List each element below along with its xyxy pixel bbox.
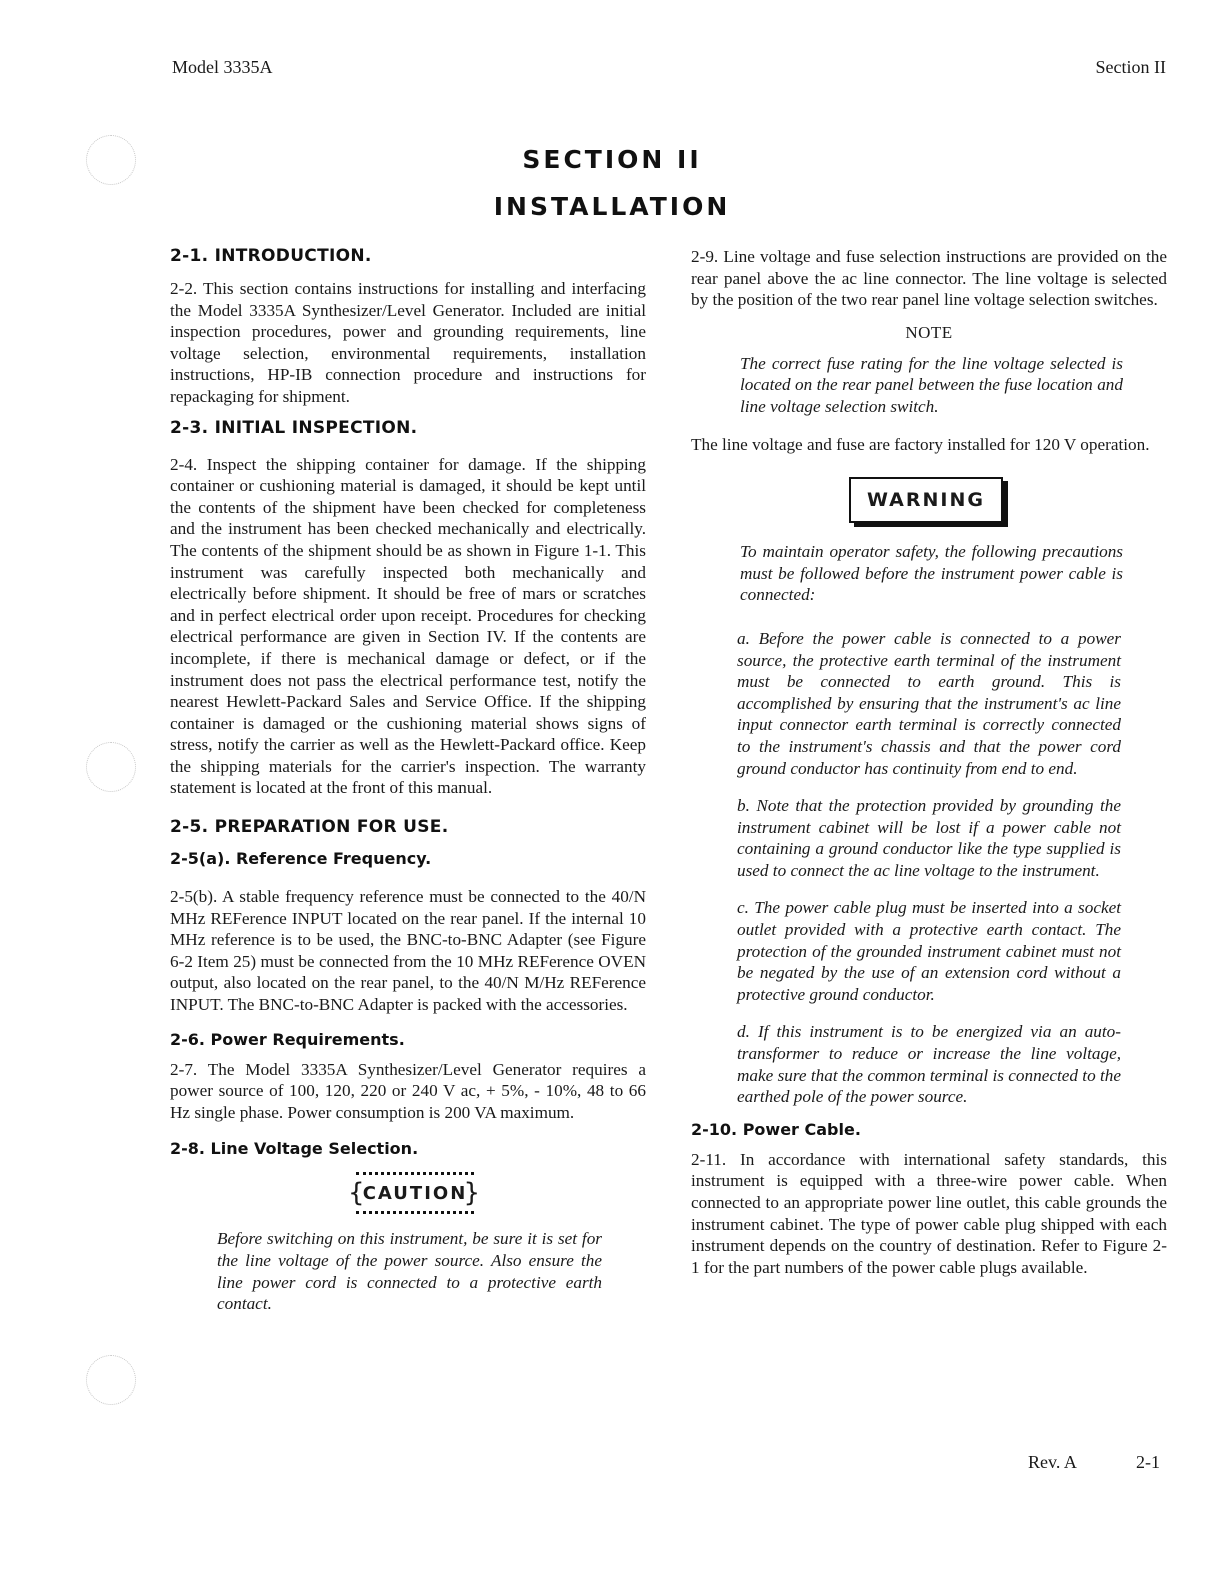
note-text: The correct fuse rating for the line voltage selected is located on the rear panel between the fuse location and line voltage selection switch.: [740, 353, 1123, 416]
paragraph-factory-install: The line voltage and fuse are factory installed for 120 V operation.: [691, 434, 1150, 454]
warning-symbol-wrap: [691, 477, 1167, 527]
heading-introduction: 2-1. INTRODUCTION.: [170, 246, 372, 266]
warning-symbol: WARNING: [849, 477, 1003, 523]
paragraph-2-11: 2-11. In accordance with international safety standards, this instrument is equipped with a three-wire power cable. When connected to an appropriate power line outlet, this cable grounds the instrument cabinet. The type of power cable plug shipped with each instrument depends on the country of destination. Refer to Figure 2-1 for the part numbers of the power cable plugs available.: [691, 1149, 1167, 1277]
heading-power-cable: 2-10. Power Cable.: [691, 1119, 861, 1139]
caution-text: Before switching on this instrument, be sure it is set for the line voltage of the power source. Also ensure the line power cord is connected to a protective earth contact.: [217, 1229, 602, 1314]
section-subtitle: INSTALLATION: [493, 192, 731, 221]
warning-item-d: d. If this instrument is to be energized via an auto-transformer to reduce or increase the line voltage, make sure that the common terminal is connected to the earthed pole of the power source.: [737, 1022, 1121, 1107]
note-title: NOTE: [905, 322, 953, 342]
paragraph-2-7: 2-7. The Model 3335A Synthesizer/Level Generator requires a power source of 100, 120, 220 or 240 V ac, + 5%, - 10%, 48 to 66 Hz single phase. Power consumption is 200 VA maximum.: [170, 1059, 646, 1122]
punch-hole-bottom: [86, 1355, 136, 1405]
heading-initial-inspection: 2-3. INITIAL INSPECTION.: [170, 417, 418, 438]
heading-reference-frequency: 2-5(a). Reference Frequency.: [170, 849, 432, 869]
left-column: [170, 246, 646, 1329]
footer-page-number: 2-1: [1136, 1452, 1160, 1472]
heading-power-requirements: 2-6. Power Requirements.: [170, 1029, 405, 1049]
paragraph-2-2: 2-2. This section contains instructions for installing and interfacing the Model 3335A Synthesizer/Level Generator. Included are initial inspection procedures, power and grounding requirements, line voltage selection, environmental requirements, installation instructions, HP-IB connection procedure and instructions for repackaging for shipment.: [170, 279, 646, 406]
warning-item-c: c. The power cable plug must be inserted into a socket outlet provided with a protective earth contact. The protection of the grounded instrument cabinet must not be negated by the use of an extension cord without a protective ground conductor.: [737, 898, 1121, 1004]
paragraph-2-9: 2-9. Line voltage and fuse selection instructions are provided on the rear panel above the ac line connector. The line voltage is selected by the position of the two rear panel line voltage selection switches.: [691, 247, 1167, 310]
heading-preparation: 2-5. PREPARATION FOR USE.: [170, 817, 449, 838]
footer-revision: Rev. A: [1028, 1452, 1077, 1472]
paragraph-2-5b: 2-5(b). A stable frequency reference must be connected to the 40/N MHz REFerence INPUT located on the rear panel. If the internal 10 MHz reference is to be used, the BNC-to-BNC Adapter (see Figure 6-2 Item 25) must be connected from the 10 MHz REFerence OVEN output, also located on the rear panel, to the 40/N M/Hz REFerence INPUT. The BNC-to-BNC Adapter is packed with the accessories.: [170, 887, 646, 1015]
punch-hole-middle: [86, 742, 136, 792]
caution-symbol-wrap: [170, 1172, 646, 1216]
section-title: SECTION II: [522, 145, 702, 174]
warning-item-b: b. Note that the protection provided by grounding the instrument cabinet will be lost if a power cable not containing a ground conductor like the type supplied is used to connect the ac line voltage to the instrument.: [737, 796, 1121, 880]
warning-intro: To maintain operator safety, the following precautions must be followed before the instrument power cable is connected:: [740, 542, 1123, 605]
header-section: Section II: [1095, 57, 1166, 77]
paragraph-2-4: 2-4. Inspect the shipping container for damage. If the shipping container or cushioning material is damaged, it should be kept until the contents of the shipment have been checked for completeness and the instrument has been checked mechanically and electrically. The contents of the shipment should be as shown in Figure 1-1. This instrument was carefully inspected both mechanically and electrically before shipment. It should be free of mars or scratches and in perfect electrical order upon receipt. Procedures for checking electrical performance are given in Section IV. If the contents are incomplete, if there is mechanical damage or defect, or if the instrument does not pass the electrical performance test, notify the nearest Hewlett-Packard Sales and Service Office. If the shipping container is damaged or the cushioning material shows signs of stress, notify the carrier as well as the Hewlett-Packard office. Keep the shipping materials for the carrier's inspection. The warranty statement is located at the front of this manual.: [170, 454, 646, 798]
warning-item-a: a. Before the power cable is connected to a power source, the protective earth terminal of the instrument must be connected to earth ground. This is accomplished by ensuring that the instrument's ac line input connector earth terminal is correctly connected to the instrument's chassis and that the power cord ground conductor has continuity from end to end.: [737, 628, 1121, 778]
header-model: Model 3335A: [172, 57, 273, 77]
right-column: [691, 246, 1167, 1292]
heading-line-voltage-selection: 2-8. Line Voltage Selection.: [170, 1139, 419, 1159]
caution-symbol: { CAUTION }: [356, 1172, 474, 1214]
